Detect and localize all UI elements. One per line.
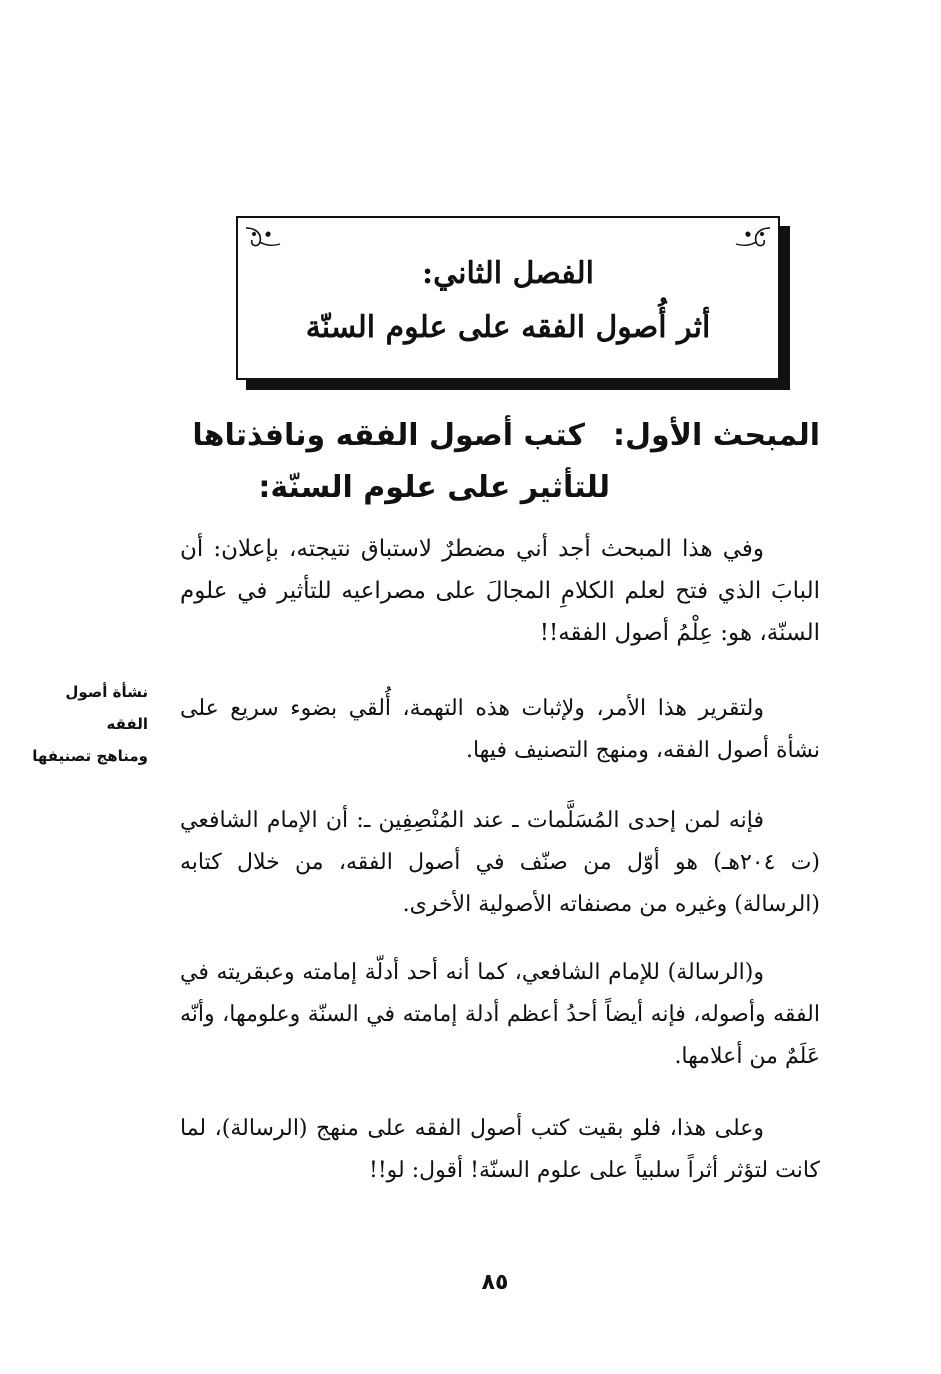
chapter-number: الفصل الثاني:	[422, 256, 594, 291]
page-number: ٨٥	[481, 1270, 509, 1295]
margin-note-line2: ومناهج تصنيفها	[32, 747, 148, 765]
chapter-title-box	[236, 216, 780, 380]
paragraph: ولتقرير هذا الأمر، ولإثبات هذه التهمة، أُلقي بضوء سريع على نشأة أصول الفقه، ومنهج التصنيف فيها.	[180, 696, 820, 763]
corner-ornament-icon	[244, 224, 284, 252]
margin-note	[20, 676, 148, 772]
section-title-line2: للتأثير على علوم السنّة:	[258, 470, 610, 505]
margin-note-line1: نشأة أصول الفقه	[65, 683, 148, 733]
paragraph: وفي هذا المبحث أجد أني مضطرٌ لاستباق نتيجته، بإعلان: أن البابَ الذي فتح لعلم الكلامِ المجالَ على مصراعيه للتأثير في علوم السنّة، هو: عِلْمُ أصول الفقه!!	[180, 536, 820, 646]
paragraph: فإنه لمن إحدى المُسَلَّمات ـ عند المُنْصِفِين ـ: أن الإمام الشافعي (ت ٢٠٤هـ) هو أوّل من صنّف في أصول الفقه، من خلال كتابه (الرسالة) وغيره من مصنفاته الأصولية الأخرى.	[180, 808, 820, 917]
paragraph: وعلى هذا، فلو بقيت كتب أصول الفقه على منهج (الرسالة)، لما كانت لتؤثر أثراً سلبياً على علوم السنّة! أقول: لو!!	[180, 1116, 820, 1183]
section-title-line1: كتب أصول الفقه ونافذتاها	[192, 418, 585, 453]
chapter-title: أثر أُصول الفقه على علوم السنّة	[305, 310, 711, 345]
paragraph: و(الرسالة) للإمام الشافعي، كما أنه أحد أدلّة إمامته وعبقريته في الفقه وأصوله، فإنه أيضاً أحدُ أعظم أدلة إمامته في السنّة وعلومها، وأنّه عَلَمٌ من أعلامها.	[180, 960, 820, 1069]
section-heading	[160, 410, 820, 514]
corner-ornament-icon	[732, 224, 772, 252]
section-label: المبحث الأول:	[612, 418, 820, 453]
